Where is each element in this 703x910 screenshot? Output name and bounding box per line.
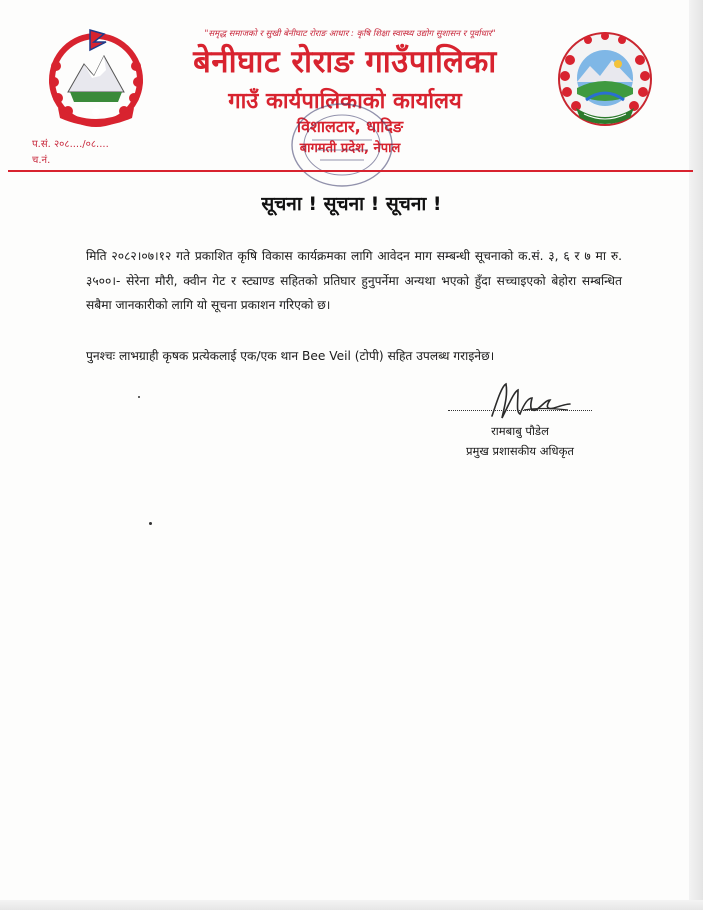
office-location: विशालटार, धादिङ [296, 117, 404, 136]
letterhead-divider [8, 170, 693, 172]
office-province: बागमती प्रदेश, नेपाल [299, 141, 401, 156]
signatory-name: रामबाबु पौडेल [491, 424, 549, 438]
signatory-title: प्रमुख प्रशासकीय अधिकृत [466, 444, 574, 458]
scan-speck [149, 522, 152, 525]
notice-body: मिति २०८२।०७।१२ गते प्रकाशित कृषि विकास कार्यक्रमका लागि आवेदन माग सम्बन्धी सूचनाको क.सं. ३, ६ र ७ मा रु. ३५००।- सेरेना मौरी, क्वीन गेट र स्ट्याण्ड सहितको प्रतिघार हुनुपर्नेमा अन्यथा भएको हुँदा सच्चाइएको बेहोरा सम्बन्धित सबैमा जानकारीको लागि यो सूचना प्रकाशन गरिएको छ। [86, 249, 622, 312]
nepal-emblem-icon [44, 26, 148, 130]
scan-edge-right [689, 0, 703, 910]
notice-postscript: पुनश्चः लाभग्राही कृषक प्रत्येकलाई एक/एक थान Bee Veil (टोपी) सहित उपलब्ध गराइनेछ। [86, 349, 495, 363]
municipality-motto: "समृद्ध समाजको र सुखी बेनीघाट रोराङ आधार : कृषि शिक्षा स्वास्थ्य उद्योग सुशासन र पूर्वाधार" [204, 29, 496, 39]
notice-heading: सूचना ! सूचना ! सूचना ! [261, 193, 442, 215]
municipality-name: बेनीघाट रोराङ गाउँपालिका [193, 44, 497, 80]
scan-edge-bottom [0, 900, 703, 910]
handwritten-signature [484, 378, 574, 424]
scan-speck [138, 396, 140, 398]
municipality-logo-icon [556, 30, 654, 128]
dispatch-number: च.नं. [32, 155, 51, 166]
reference-number: प.सं. २०८..../०८.... [32, 139, 109, 150]
office-stamp-icon [288, 100, 396, 190]
signature-line [448, 410, 592, 411]
office-name: गाउँ कार्यपालिकाको कार्यालय [228, 89, 462, 114]
reference-block [32, 137, 109, 169]
